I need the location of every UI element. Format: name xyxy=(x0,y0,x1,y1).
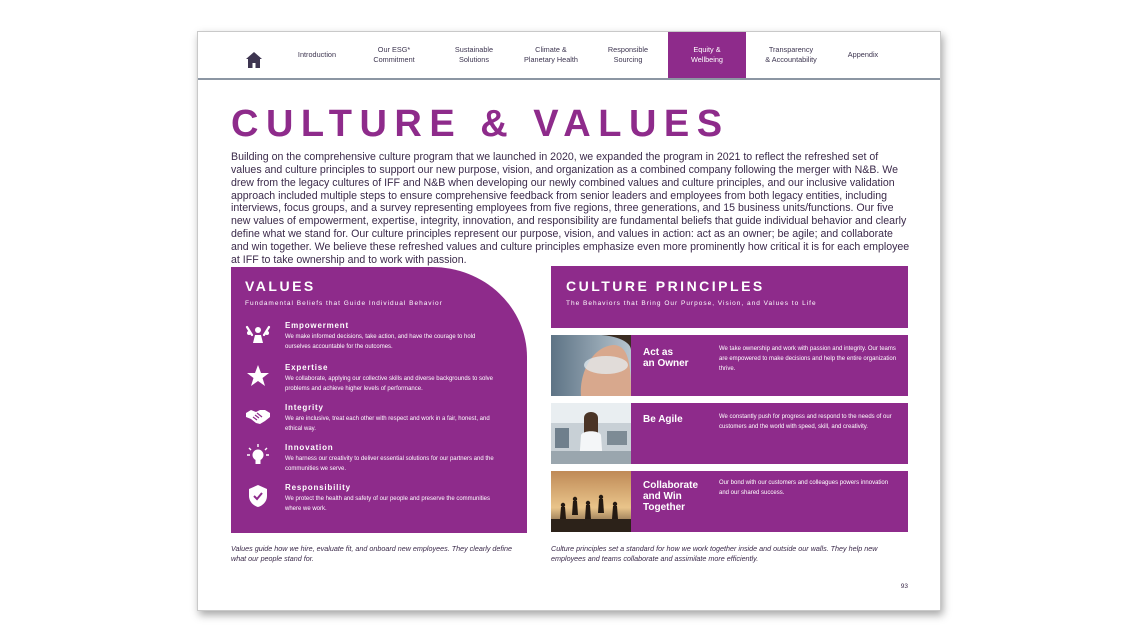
principle-row xyxy=(551,471,908,532)
shield-check-icon xyxy=(245,483,271,509)
value-description: We are inclusive, treat each other with respect and work in a fair, honest, and ethical way. xyxy=(285,416,490,432)
values-heading: VALUES xyxy=(245,278,316,294)
principle-description: Our bond with our customers and colleagues powers innovation and our shared success. xyxy=(719,480,889,497)
report-page xyxy=(197,31,941,611)
nav-tab-introduction[interactable]: Introduction xyxy=(297,50,337,59)
principle-row xyxy=(551,403,908,464)
top-navigation xyxy=(198,32,940,80)
nav-tab-equity-wellbeing[interactable]: Equity & Wellbeing xyxy=(668,32,746,78)
page-title: CULTURE & VALUES xyxy=(231,103,730,145)
principle-title: Collaborate and Win Together xyxy=(643,480,699,513)
values-caption: Values guide how we hire, evaluate fit, and onboard new employees. They clearly define what our people stand for. xyxy=(231,544,513,563)
principles-subheading: The Behaviors that Bring Our Purpose, Vision, and Values to Life xyxy=(566,300,817,307)
nav-tab-sustainable-solutions[interactable]: Sustainable Solutions xyxy=(454,45,494,64)
principle-title: Act as an Owner xyxy=(643,347,689,369)
nav-tab-appendix[interactable]: Appendix xyxy=(847,50,879,59)
principle-description: We constantly push for progress and respond to the needs of our customers and the world with speed, skill, and creativity. xyxy=(719,414,892,431)
nav-tab-responsible-sourcing[interactable]: Responsible Sourcing xyxy=(607,45,649,64)
lightbulb-icon xyxy=(245,443,271,469)
nav-tab-transparency[interactable]: Transparency & Accountability xyxy=(765,45,817,64)
nav-tab-climate[interactable]: Climate & Planetary Health xyxy=(524,45,578,64)
value-title: Innovation xyxy=(285,443,334,452)
page-number: 93 xyxy=(900,583,908,590)
intro-paragraph: Building on the comprehensive culture program that we launched in 2020, we expanded the program in 2021 to reflect the refreshed set of values and culture principles to support our new purpose, vision, and organization as a combined company following the merger with N&B. We drew from the legacy cultures of IFF and N&B when developing our newly combined values and culture principles, and our inclusive validation approach included multiple steps to ensure comprehensive feedback from senior leaders and employees from both legacy entities, including interviews, focus groups, and a survey representing employees from five regions, three generations, and 15 business units/functions. Our five new values of empowerment, expertise, integrity, innovation, and responsibility are fundamental beliefs that guide individual behavior and clearly define what we stand for. Our culture principles represent our purpose, vision, and values in action: act as an owner; be agile; and collaborate and win together. We believe these refreshed values and culture principles emphasize even more prominently how critical it is for each employee at IFF to take ownership and to work with passion. xyxy=(231,151,910,266)
values-panel xyxy=(231,267,527,533)
principles-heading: CULTURE PRINCIPLES xyxy=(566,278,765,294)
star-icon xyxy=(245,363,271,389)
value-description: We harness our creativity to deliver essential solutions for our partners and the communities we serve. xyxy=(285,456,494,472)
home-icon[interactable] xyxy=(245,51,263,69)
principle-description: We take ownership and work with passion and integrity. Our teams are empowered to make decisions and help the entire organization thrive. xyxy=(719,346,897,373)
team-silhouettes-photo xyxy=(551,471,631,532)
scientist-goggles-photo xyxy=(551,335,631,396)
value-title: Integrity xyxy=(285,403,324,412)
principle-title: Be Agile xyxy=(643,414,683,425)
nav-tab-esg-commitment[interactable]: Our ESG* Commitment xyxy=(373,45,415,64)
culture-principles-header xyxy=(551,266,908,328)
value-title: Empowerment xyxy=(285,321,349,330)
handshake-icon xyxy=(245,403,271,429)
value-title: Responsibility xyxy=(285,483,351,492)
value-description: We protect the health and safety of our people and preserve the communities where we work. xyxy=(285,496,491,512)
principle-row xyxy=(551,335,908,396)
principles-caption: Culture principles set a standard for how we work together inside and outside our walls. They help new employees and teams collaborate and assimilate more efficiently. xyxy=(551,544,878,563)
values-subheading: Fundamental Beliefs that Guide Individual Behavior xyxy=(245,300,443,307)
value-description: We collaborate, applying our collective skills and diverse backgrounds to solve problems and achieve higher levels of performance. xyxy=(285,376,493,392)
lab-researcher-photo xyxy=(551,403,631,464)
value-title: Expertise xyxy=(285,363,329,372)
people-raising-hands-icon xyxy=(245,321,271,347)
value-description: We make informed decisions, take action, and have the courage to hold ourselves accountable for the outcomes. xyxy=(285,334,476,350)
